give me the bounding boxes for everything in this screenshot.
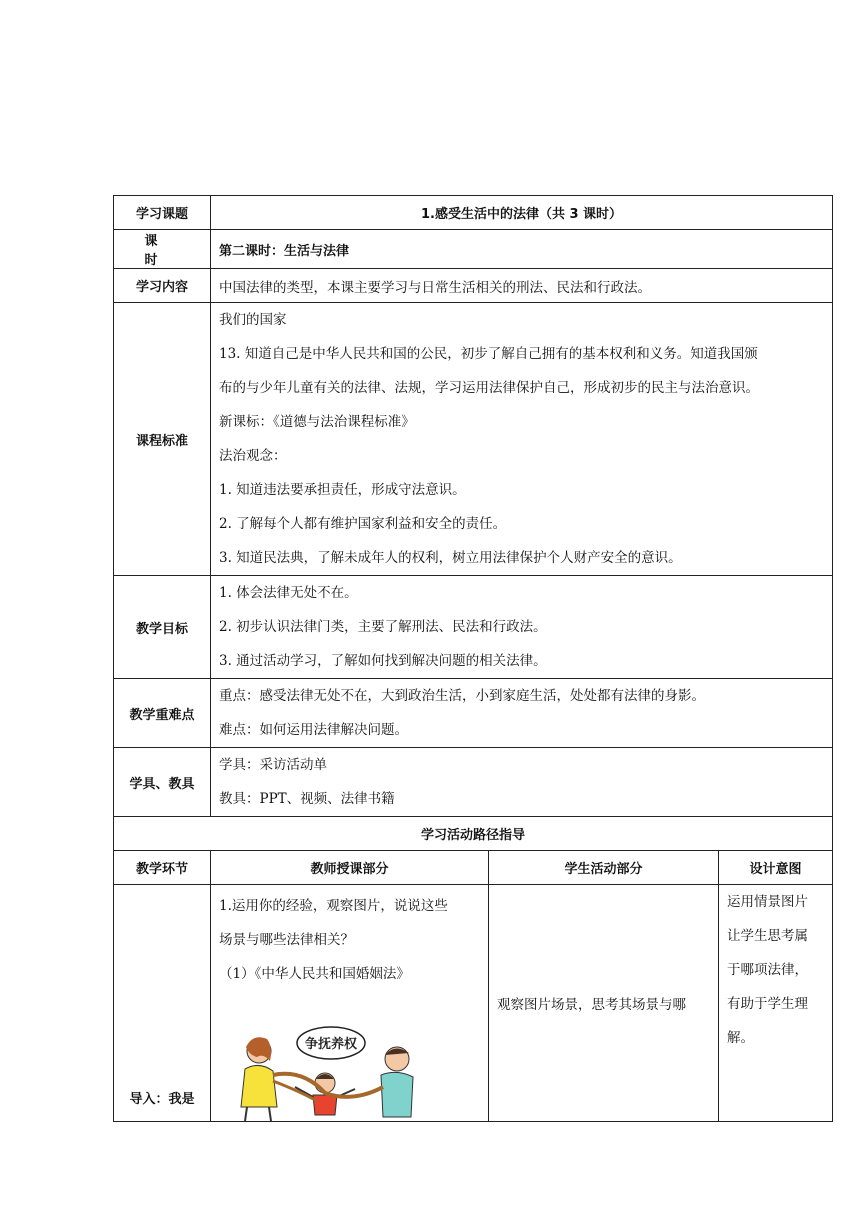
period-value: 第二课时：生活与法律 bbox=[211, 230, 833, 269]
intent-line: 有助于学生理 bbox=[727, 996, 808, 1012]
column-header-student: 学生活动部分 bbox=[489, 851, 719, 885]
intent-line: 让学生思考属 bbox=[727, 928, 808, 944]
lesson-plan-table bbox=[113, 195, 833, 1122]
teacher-line: 1.运用你的经验，观察图片，说说这些 bbox=[219, 898, 448, 914]
row-topic bbox=[114, 196, 833, 230]
custody-dispute-picture bbox=[233, 1025, 423, 1121]
goals-line: 3. 通过活动学习，了解如何找到解决问题的相关法律。 bbox=[219, 653, 547, 669]
tools-label: 学具、教具 bbox=[114, 748, 211, 817]
activity-teacher bbox=[211, 885, 489, 1122]
goals-value bbox=[211, 576, 833, 679]
row-column-headers bbox=[114, 851, 833, 885]
section-title: 学习活动路径指导 bbox=[114, 817, 833, 851]
row-keypoints bbox=[114, 679, 833, 748]
period-label-text: 课 时 bbox=[144, 234, 180, 268]
row-tools bbox=[114, 748, 833, 817]
activity-stage: 导入：我是 bbox=[114, 885, 211, 1122]
intent-line: 于哪项法律， bbox=[727, 962, 808, 978]
row-goals bbox=[114, 576, 833, 679]
tools-line: 学具：采访活动单 bbox=[219, 757, 327, 773]
topic-label: 学习课题 bbox=[114, 196, 211, 230]
row-section-title bbox=[114, 817, 833, 851]
standard-line: 2. 了解每个人都有维护国家利益和安全的责任。 bbox=[219, 516, 507, 532]
standard-line: 3. 知道民法典，了解未成年人的权利，树立用法律保护个人财产安全的意识。 bbox=[219, 550, 682, 566]
standard-line: 13. 知道自己是中华人民共和国的公民，初步了解自己拥有的基本权利和义务。知道我国颁 bbox=[219, 346, 758, 362]
keypoints-line: 重点：感受法律无处不在，大到政治生活，小到家庭生活，处处都有法律的身影。 bbox=[219, 688, 705, 704]
standard-line: 1. 知道违法要承担责任，形成守法意识。 bbox=[219, 482, 466, 498]
intent-line: 运用情景图片 bbox=[727, 894, 808, 910]
column-header-stage: 教学环节 bbox=[114, 851, 211, 885]
content-label: 学习内容 bbox=[114, 269, 211, 303]
standard-value bbox=[211, 303, 833, 576]
row-standard bbox=[114, 303, 833, 576]
column-header-intent: 设计意图 bbox=[719, 851, 833, 885]
standard-line: 我们的国家 bbox=[219, 312, 287, 328]
period-label bbox=[114, 230, 211, 269]
activity-intent bbox=[719, 885, 833, 1122]
teacher-line: （1）《中华人民共和国婚姻法》 bbox=[219, 966, 410, 982]
keypoints-value bbox=[211, 679, 833, 748]
content-value: 中国法律的类型，本课主要学习与日常生活相关的刑法、民法和行政法。 bbox=[211, 269, 833, 303]
keypoints-line: 难点：如何运用法律解决问题。 bbox=[219, 722, 408, 738]
row-period bbox=[114, 230, 833, 269]
standard-label: 课程标准 bbox=[114, 303, 211, 576]
tools-line: 教具：PPT、视频、法律书籍 bbox=[219, 791, 395, 807]
topic-value: 1.感受生活中的法律（共 3 课时） bbox=[211, 196, 833, 230]
goals-line: 2. 初步认识法律门类，主要了解刑法、民法和行政法。 bbox=[219, 619, 547, 635]
standard-line: 布的与少年儿童有关的法律、法规，学习运用法律保护自己，形成初步的民主与法治意识。 bbox=[219, 380, 759, 396]
keypoints-label: 教学重难点 bbox=[114, 679, 211, 748]
speech-bubble-text: 争抚养权 bbox=[304, 1037, 358, 1052]
standard-line: 新课标：《道德与法治课程标准》 bbox=[219, 414, 415, 430]
intent-line: 解。 bbox=[727, 1030, 754, 1046]
standard-line: 法治观念： bbox=[219, 448, 287, 464]
column-header-teacher: 教师授课部分 bbox=[211, 851, 489, 885]
custody-illustration bbox=[219, 1025, 480, 1121]
teacher-line: 场景与哪些法律相关？ bbox=[219, 932, 354, 948]
student-text: 观察图片场景，思考其场景与哪 bbox=[497, 997, 686, 1013]
activity-student bbox=[489, 885, 719, 1122]
goals-label: 教学目标 bbox=[114, 576, 211, 679]
tools-value bbox=[211, 748, 833, 817]
row-content bbox=[114, 269, 833, 303]
goals-line: 1. 体会法律无处不在。 bbox=[219, 585, 358, 601]
row-activity bbox=[114, 885, 833, 1122]
